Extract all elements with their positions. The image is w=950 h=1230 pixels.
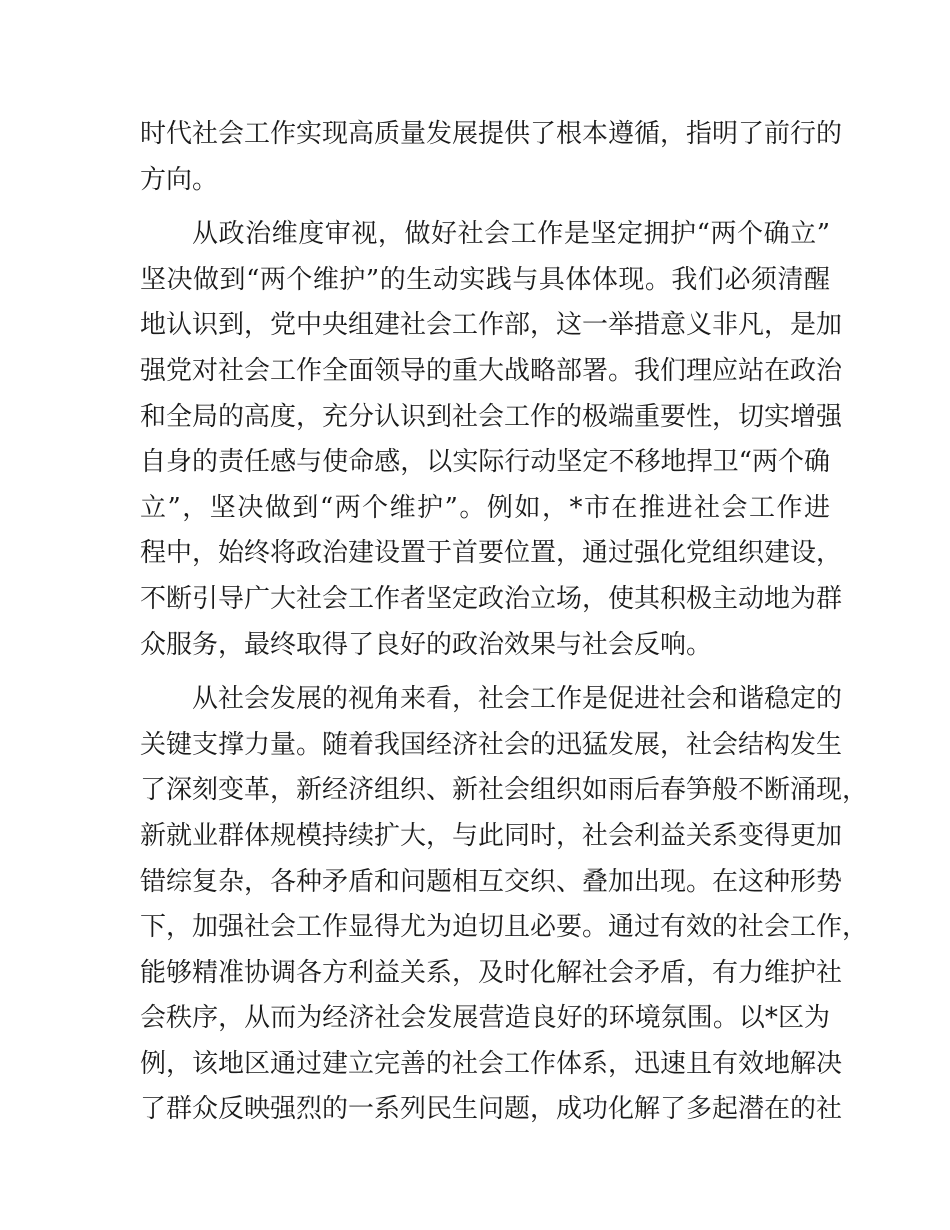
text-line: 例，该地区通过建立完善的社会工作体系，迅速且有效地解决 — [140, 1048, 843, 1079]
text-line: 程中，始终将政治建设置于首要位置，通过强化党组织建设， — [140, 538, 843, 569]
paragraph-2 — [140, 212, 843, 668]
text-line: 错综复杂，各种矛盾和问题相互交织、叠加出现。在这种形势 — [140, 866, 843, 897]
text-line: 立”，坚决做到“两个维护”。例如，*市在推进社会工作进 — [140, 492, 830, 523]
document-body — [140, 112, 869, 1142]
text-line: 方向。 — [140, 164, 219, 195]
text-line: 时代社会工作实现高质量发展提供了根本遵循，指明了前行的 — [140, 119, 843, 149]
text-line: 关键支撑力量。随着我国经济社会的迅猛发展，社会结构发生 — [140, 729, 843, 760]
text-line: 从政治维度审视，做好社会工作是坚定拥护“两个确立” — [192, 219, 830, 250]
text-line: 坚决做到“两个维护”的生动实践与具体体现。我们必须清醒 — [140, 264, 830, 295]
text-line: 新就业群体规模持续扩大，与此同时，社会利益关系变得更加 — [140, 820, 843, 851]
text-line: 不断引导广大社会工作者坚定政治立场，使其积极主动地为群 — [140, 583, 843, 614]
text-line: 了深刻变革，新经济组织、新社会组织如雨后春笋般不断涌现， — [140, 775, 869, 806]
text-line: 会秩序，从而为经济社会发展营造良好的环境氛围。以*区为 — [140, 1003, 830, 1034]
text-line: 下，加强社会工作显得尤为迫切且必要。通过有效的社会工作， — [140, 912, 869, 943]
text-line: 从社会发展的视角来看，社会工作是促进社会和谐稳定的 — [192, 684, 843, 715]
text-line: 强党对社会工作全面领导的重大战略部署。我们理应站在政治 — [140, 355, 843, 386]
text-line: 能够精准协调各方利益关系，及时化解社会矛盾，有力维护社 — [140, 957, 843, 988]
paragraph-1 — [140, 112, 843, 203]
text-line: 和全局的高度，充分认识到社会工作的极端重要性，切实增强 — [140, 401, 843, 432]
text-line: 了群众反映强烈的一系列民生问题，成功化解了多起潜在的社 — [140, 1094, 843, 1125]
paragraph-3 — [140, 677, 869, 1133]
text-line: 地认识到，党中央组建社会工作部，这一举措意义非凡，是加 — [140, 310, 843, 341]
text-line: 自身的责任感与使命感，以实际行动坚定不移地捍卫“两个确 — [140, 447, 830, 478]
text-line: 众服务，最终取得了良好的政治效果与社会反响。 — [140, 629, 713, 660]
